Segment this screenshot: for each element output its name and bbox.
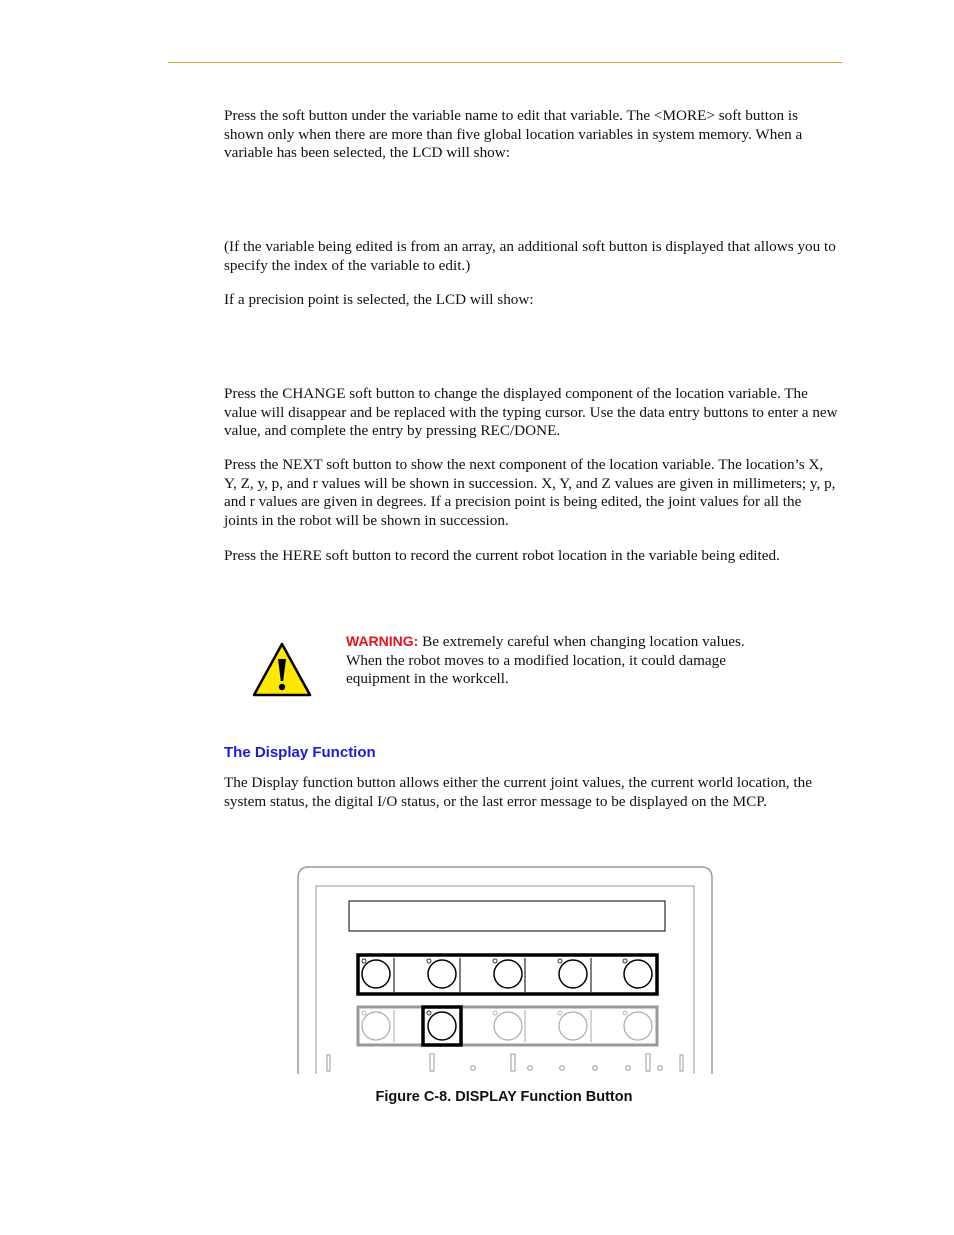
soft-button-3	[494, 960, 522, 988]
warning-text: Be extremely careful when changing location values. When the robot moves to a modified location, it could damage equipment in the workcell.	[346, 633, 745, 688]
function-button-1	[362, 1012, 390, 1040]
function-button-5	[624, 1012, 652, 1040]
soft-button-row	[358, 955, 657, 994]
soft-button-5	[624, 960, 652, 988]
section-heading: The Display Function	[224, 744, 376, 761]
paragraph-here-button: Press the HERE soft button to record the current robot location in the variable being edited.	[224, 547, 780, 564]
paragraph-precision-point: If a precision point is selected, the LCD will show:	[224, 291, 534, 308]
warning-label: WARNING:	[346, 633, 419, 649]
paragraph-display-function: The Display function button allows either the current joint values, the current world location, the system status, the digital I/O status, or the last error message to be displayed on the MCP.	[224, 774, 812, 810]
warning-box	[346, 632, 756, 689]
figure-caption: Figure C-8. DISPLAY Function Button	[375, 1089, 633, 1105]
function-button-row	[358, 1007, 657, 1045]
header-rule	[168, 62, 842, 63]
soft-button-1	[362, 960, 390, 988]
soft-button-4	[559, 960, 587, 988]
paragraph-array-note: (If the variable being edited is from an array, an additional soft button is displayed that allows you to specify the index of the variable to edit.)	[224, 238, 836, 274]
paragraph-next-button: Press the NEXT soft button to show the next component of the location variable. The location’s X, Y, Z, y, p, and r values will be shown in succession. X, Y, and Z values are given in millimeters; y, p, and r values are given in degrees. If a precision point is being edited, the joint values for all the joints in the robot will be shown in succession.	[224, 456, 836, 529]
display-function-button	[428, 1012, 456, 1040]
function-button-4	[559, 1012, 587, 1040]
paragraph-change-button: Press the CHANGE soft button to change the displayed component of the location variable. The value will disappear and be replaced with the typing cursor. Use the data entry buttons to enter a new value, and complete the entry by pressing REC/DONE.	[224, 385, 838, 440]
warning-triangle-icon	[251, 641, 313, 698]
lower-key-row	[327, 1054, 683, 1071]
mcp-display-button-figure	[296, 864, 714, 1074]
paragraph-edit-variable: Press the soft button under the variable name to edit that variable. The <MORE> soft button is shown only when there are more than five global location variables in system memory. When a variable has been selected, the LCD will show:	[224, 107, 803, 162]
lcd-screen	[349, 901, 665, 931]
soft-button-2	[428, 960, 456, 988]
function-button-3	[494, 1012, 522, 1040]
